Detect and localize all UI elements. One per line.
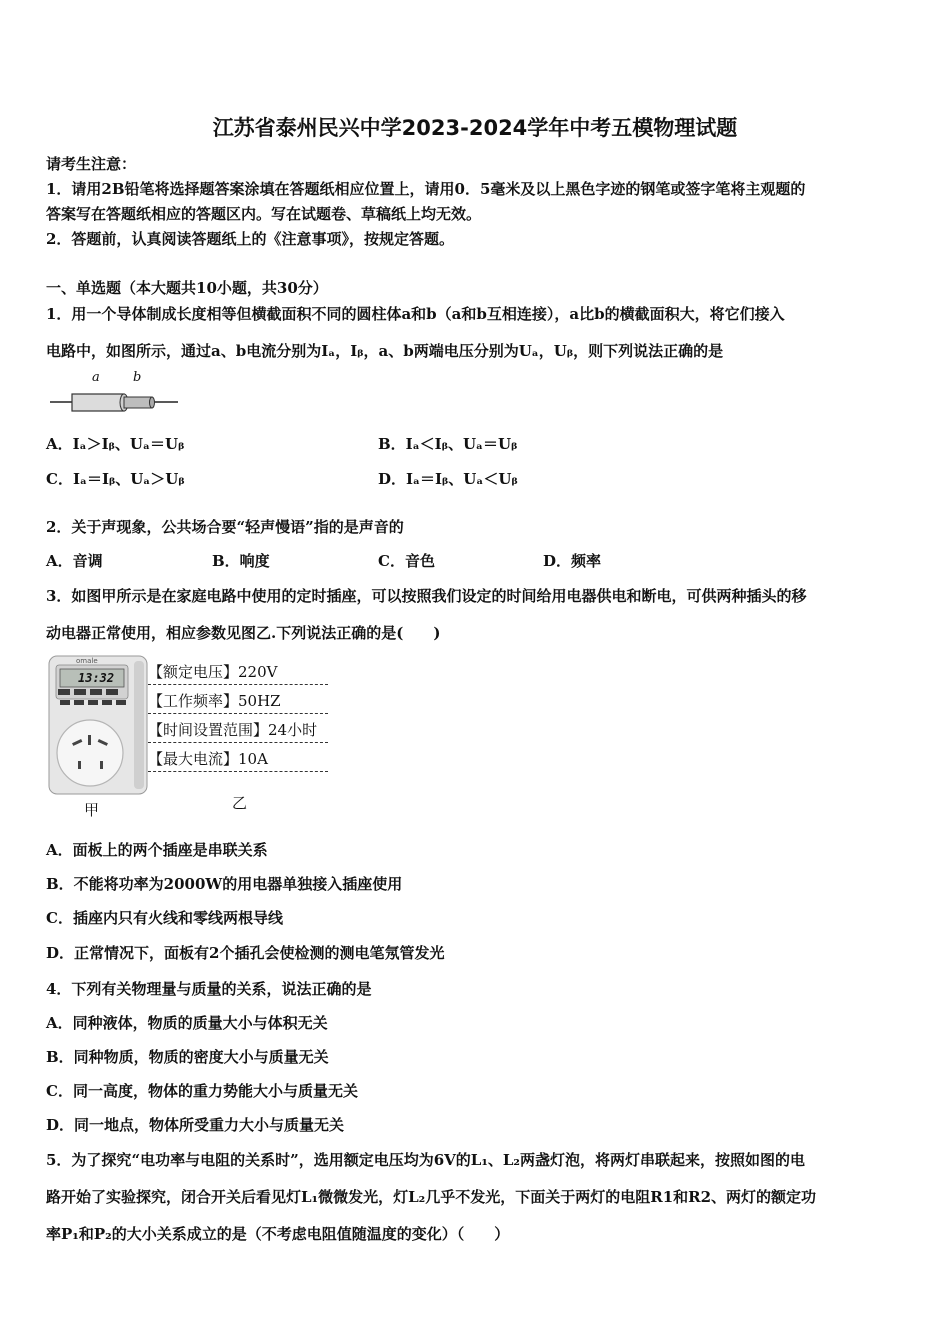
q5-stem-line1: 5．为了探究“电功率与电阻的关系时”，选用额定电压均为6V的L₁、L₂两盏灯泡，将两灯串联起来，按照如图的电 (46, 1151, 806, 1169)
q1-option-c: C．Iₐ＝Iᵦ、Uₐ＞Uᵦ (46, 470, 185, 488)
spec-time-range: 【时间设置范围】24小时 (148, 721, 318, 739)
label-yi: 乙 (232, 794, 248, 812)
conductor-figure (48, 370, 183, 420)
timer-socket-figure (48, 655, 148, 795)
q1-stem-line1: 1．用一个导体制成长度相等但横截面积不同的圆柱体a和b（a和b互相连接），a比b的横截面积大，将它们接入 (46, 305, 785, 323)
device-brand: omale (76, 657, 98, 665)
notice-line-1b: 答案写在答题纸相应的答题区内。写在试题卷、草稿纸上均无效。 (46, 205, 482, 223)
spec-max-current: 【最大电流】10A (148, 750, 268, 768)
notice-line-2: 2．答题前，认真阅读答题纸上的《注意事项》，按规定答题。 (46, 230, 454, 248)
q1-option-b: B．Iₐ＜Iᵦ、Uₐ＝Uᵦ (378, 435, 518, 453)
q3-option-a: A．面板上的两个插座是串联关系 (46, 841, 268, 859)
spec-divider (148, 684, 328, 685)
q2-option-d: D．频率 (543, 552, 602, 570)
q3-option-c: C．插座内只有火线和零线两根导线 (46, 909, 283, 927)
q3-stem-line2: 动电器正常使用，相应参数见图乙.下列说法正确的是( ) (46, 624, 441, 642)
section-heading: 一、单选题（本大题共10小题，共30分） (46, 279, 328, 297)
q3-option-d: D．正常情况下，面板有2个插孔会使检测的测电笔氖管发光 (46, 944, 445, 962)
fig-label-a: a (92, 370, 100, 385)
q5-stem-line3: 率P₁和P₂的大小关系成立的是（不考虑电阻值随温度的变化）（ ） (46, 1225, 510, 1243)
q2-option-b: B．响度 (212, 552, 270, 570)
notice-heading: 请考生注意： (46, 155, 137, 173)
device-display: 13:32 (78, 671, 115, 685)
q1-option-a: A．Iₐ＞Iᵦ、Uₐ＝Uᵦ (46, 435, 185, 453)
label-jia: 甲 (84, 801, 100, 819)
q4-option-d: D．同一地点，物体所受重力大小与质量无关 (46, 1116, 345, 1134)
q4-option-b: B．同种物质，物质的密度大小与质量无关 (46, 1048, 329, 1066)
q4-stem: 4．下列有关物理量与质量的关系，说法正确的是 (46, 980, 372, 998)
spec-divider (148, 713, 328, 714)
notice-line-1a: 1．请用2B铅笔将选择题答案涂填在答题纸相应位置上，请用0．5毫米及以上黑色字迹的钢笔或签字笔将主观题的 (46, 180, 806, 198)
spec-frequency: 【工作频率】50HZ (148, 692, 281, 710)
spec-divider (148, 771, 328, 772)
spec-rated-voltage: 【额定电压】220V (148, 663, 278, 681)
q2-option-a: A．音调 (46, 552, 103, 570)
q3-option-b: B．不能将功率为2000W的用电器单独接入插座使用 (46, 875, 403, 893)
q4-option-a: A．同种液体，物质的质量大小与体积无关 (46, 1014, 328, 1032)
q2-option-c: C．音色 (378, 552, 435, 570)
q2-stem: 2．关于声现象，公共场合要“轻声慢语”指的是声音的 (46, 518, 404, 536)
spec-divider (148, 742, 328, 743)
q4-option-c: C．同一高度，物体的重力势能大小与质量无关 (46, 1082, 358, 1100)
page-title: 江苏省泰州民兴中学2023-2024学年中考五模物理试题 (212, 116, 738, 140)
fig-label-b: b (133, 370, 142, 385)
q5-stem-line2: 路开始了实验探究，闭合开关后看见灯L₁微微发光，灯L₂几乎不发光，下面关于两灯的电阻R1和R2、两灯的额定功 (46, 1188, 817, 1206)
q3-stem-line1: 3．如图甲所示是在家庭电路中使用的定时插座，可以按照我们设定的时间给用电器供电和断电，可供两种插头的移 (46, 587, 807, 605)
q1-stem-line2: 电路中，如图所示，通过a、b电流分别为Iₐ，Iᵦ，a、b两端电压分别为Uₐ，Uᵦ，则下列说法正确的是 (46, 342, 724, 360)
q1-option-d: D．Iₐ＝Iᵦ、Uₐ＜Uᵦ (378, 470, 518, 488)
